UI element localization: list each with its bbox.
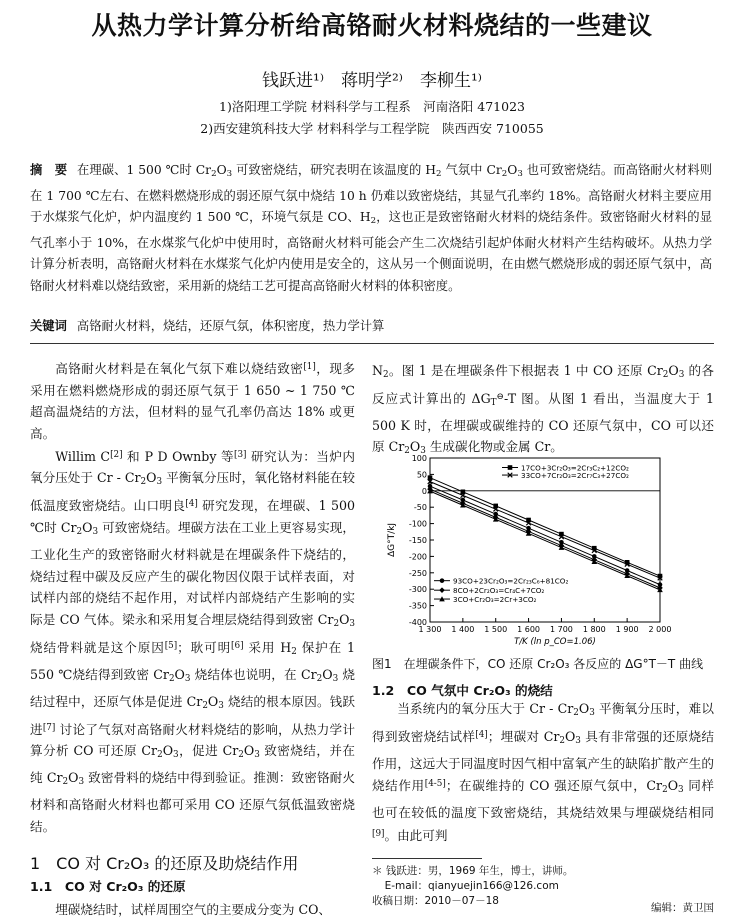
data-point bbox=[508, 465, 513, 470]
affiliation-1: 1)洛阳理工学院 材料科学与工程系 河南洛阳 471023 bbox=[219, 99, 525, 114]
legend-label: 8CO+2Cr₂O₃=Cr₄C+7CO₂ bbox=[453, 586, 545, 596]
y-tick-label: -250 bbox=[408, 568, 427, 578]
y-tick-label: -300 bbox=[408, 585, 427, 595]
footnote-line: E-mail：qianyuejin166@126.com bbox=[384, 880, 559, 892]
series-line bbox=[430, 482, 660, 578]
paragraph: Willim C[2] 和 P D Ownby 等[3] 研究认为：当炉内氧分压处于 Cr - $Cr_2O_3$ 平衡氧分压时，氧化铬材料能在较低温度致密烧结。山口明良[4] 研究发现，在埋碳、1 500 ℃时 $Cr_2O_3$ 可致密烧结。埋碳方法在工业上更容易实现，工业化生产的致密铬耐火材料就是在埋碳条件下烧结的，烧结过程中碳及反应产生的碳化物因仪限于试样表面，对试样内部的烧结不起作用，对试样内部烧结产生影响的实际是 CO 气体。梁永和采用复合埋层烧结得到致密 $Cr_2O_3$ 烧结骨料就是这个原因[5]；耿可明[6] 采用 $H_2$ 保护在 1 550 ℃烧结得到致密 $Cr_2O_3$ 烧结体也说明，在 $Cr_2O_3$ 烧结过程中，还原气体是促进 $Cr_2O_3$ 烧结的根本原因。钱跃进[7] 讨论了气氛对高铬耐火材料烧结的影响，从热力学计算分析 CO 可还原 $Cr_2O_3$，促进 $Cr_2O_3$ 致密烧结，并在纯 $Cr_2O_3$ 致密骨料的烧结中得到验证。推测：致密铬耐火材料和高铬耐火材料也都可采用 CO 还原气氛低温致密烧结。 bbox=[30, 448, 356, 834]
x-tick-label: 2 000 bbox=[648, 625, 672, 634]
paragraph: 当系统内的氧分压大于 Cr - $Cr_2O_3$ 平衡氧分压时，难以得到致密烧结试样[4]；埋碳对 $Cr_2O_3$ 具有非常强的还原烧结作用，这远大于同温度时因气相中富氧产生的缺陷扩散产生的烧结作用[4-5]；在碳维持的 CO 强还原气氛中，$Cr_2O_3$ 同样也可在较低的温度下致密烧结，其烧结效果与埋碳烧结相同[9]。由此可判 bbox=[372, 701, 715, 844]
y-tick-label: 0 bbox=[421, 486, 427, 496]
y-tick-label: -50 bbox=[413, 503, 427, 513]
right-column-bottom bbox=[372, 698, 714, 847]
data-point bbox=[440, 578, 445, 583]
x-tick-label: 1 600 bbox=[517, 625, 541, 634]
paragraph: 埋碳烧结时，试样周围空气的主要成分变为 CO、 bbox=[55, 902, 332, 917]
y-tick-label: 100 bbox=[411, 454, 427, 463]
footnote-line: 收稿日期：2010－07－18 bbox=[372, 895, 499, 907]
editor-credit: 编辑：黄卫国 bbox=[651, 902, 714, 914]
y-tick-label: -200 bbox=[408, 552, 427, 562]
affiliation-2: 2)西安建筑科技大学 材料科学与工程学院 陕西西安 710055 bbox=[200, 121, 544, 136]
figure-caption: 图1 在埋碳条件下，CO 还原 Cr₂O₃ 各反应的 ΔG°T－T 曲线 bbox=[372, 657, 704, 671]
y-tick-label: -350 bbox=[408, 601, 427, 611]
keywords bbox=[30, 316, 712, 334]
footnote-divider bbox=[372, 858, 482, 859]
legend-label: 17CO+3Cr₂O₃=2Cr₃C₂+12CO₂ bbox=[521, 463, 629, 473]
authors: 钱跃进¹⁾ 蒋明学²⁾ 李柳生¹⁾ bbox=[262, 71, 482, 91]
abstract-label: 摘 要 bbox=[30, 163, 68, 177]
paragraph: $N_2$。图 1 是在埋碳条件下根据表 1 中 CO 还原 $Cr_2O_3$ 的各反应式计算出的 $\Delta G_T^⊖-T$ 图。从图 1 看出，当温度大于 1 500 K 时，在埋碳或碳维持的 CO 还原气氛中，CO 可以还原 $Cr_2O_3$ 生成碳化物或金属 Cr。 bbox=[372, 363, 714, 457]
subsection-heading: 1.1 CO 对 Cr₂O₃ 的还原 bbox=[30, 879, 186, 894]
x-tick-label: 1 700 bbox=[549, 625, 573, 634]
y-tick-label: -100 bbox=[408, 519, 427, 529]
y-tick-label: -150 bbox=[408, 536, 427, 545]
legend-label: 33CO+7Cr₂O₃=2Cr₇C₃+27CO₂ bbox=[521, 471, 629, 481]
keywords-text: 高铬耐火材料，烧结，还原气氛，体积密度，热力学计算 bbox=[76, 319, 385, 333]
paper-title: 从热力学计算分析给高铬耐火材料烧结的一些建议 bbox=[91, 11, 653, 40]
left-column bbox=[30, 357, 355, 838]
paragraph: 高铬耐火材料是在氧化气氛下难以烧结致密[1]，现多采用在燃料燃烧形成的弱还原气氛于 1 650 ~ 1 750 ℃ 超高温烧结的方法，但材料的显气孔率仍高达 18% 或更高。 bbox=[30, 360, 356, 442]
footnote-line: ＊ 钱跃进：男，1969 年生，博士，讲师。 bbox=[372, 865, 574, 877]
section-heading: 1 CO 对 Cr₂O₃ 的还原及助烧结作用 bbox=[30, 854, 299, 873]
subsection-heading: 1.2 CO 气氛中 Cr₂O₃ 的烧结 bbox=[372, 683, 553, 698]
data-point bbox=[439, 587, 445, 593]
y-axis-label: ΔG°T/kJ bbox=[387, 522, 397, 558]
legend-label: 3CO+Cr₂O₃=2Cr+3CO₂ bbox=[453, 595, 537, 605]
divider bbox=[30, 343, 714, 344]
x-tick-label: 1 900 bbox=[615, 625, 639, 634]
x-tick-label: 1 400 bbox=[451, 625, 475, 634]
abstract bbox=[30, 160, 712, 297]
x-tick-label: 1 300 bbox=[418, 625, 442, 634]
abstract-text: 在理碳、1 500 ℃时 $Cr_2O_3$ 可致密烧结，研究表明在该温度的 $H_2$ 气氛中 $Cr_2O_3$ 也可致密烧结。而高铬耐火材料则在 1 700 ℃左右、在燃料燃烧形成的弱还原气氛中烧结 10 h 仍难以致密烧结，其显气孔率约 18%。高铬耐火材料主要应用于水煤浆气化炉，炉内温度约 1 500 ℃，环境气氛是 CO、$H_2$，这也正是致密铬耐火材料的烧结条件。致密铬耐火材料的显气孔率小于 10%，在水煤浆气化炉中使用时，高铬耐火材料可能会产生二次烧结引起炉体耐火材料产生结构破坏。从热力学计算分析表明，高铬耐火材料在水煤浆气化炉内使用是安全的，这从另一个侧面说明，在由燃气燃烧形成的弱还原气氛中，高铬耐火材料难以烧结致密，采用新的烧结工艺可提高高铬耐火材料的体积密度。 bbox=[30, 163, 712, 293]
right-column-top bbox=[372, 360, 714, 463]
x-tick-label: 1 500 bbox=[484, 625, 508, 634]
x-tick-label: 1 800 bbox=[582, 625, 606, 634]
figure-1-chart bbox=[380, 452, 714, 652]
y-tick-label: -400 bbox=[408, 618, 427, 627]
x-axis-label: T/K (ln p_CO=1.06) bbox=[514, 637, 596, 647]
keywords-label: 关键词 bbox=[30, 319, 67, 333]
y-tick-label: 50 bbox=[416, 470, 427, 480]
legend-label: 93CO+23Cr₂O₃=2Cr₂₃C₆+81CO₂ bbox=[453, 576, 569, 586]
